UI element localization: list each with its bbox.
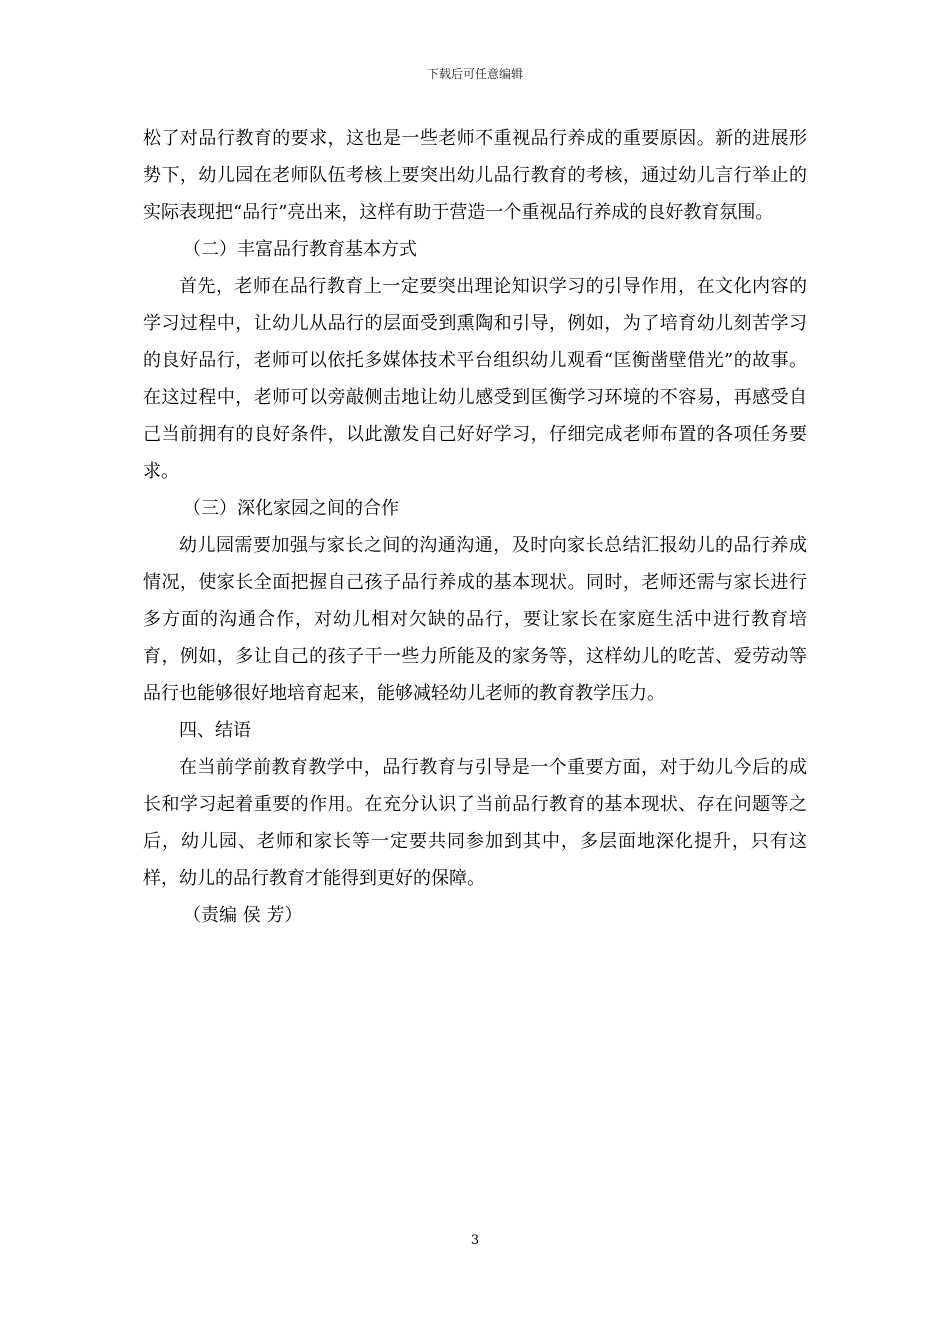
section-heading-4: 四、结语 <box>179 720 251 741</box>
section-heading-2: （二）丰富品行教育基本方式 <box>183 239 417 260</box>
paragraph-home-school-cooperation: 幼儿园需要加强与家长之间的沟通沟通，及时向家长总结汇报幼儿的品行养成情况，使家长全面把握自己孩子品行养成的基本现状。同时，老师还需与家长进行多方面的沟通合作，对幼儿相对欠缺的品行，要让家长在家庭生活中进行教育培育，例如，多让自己的孩子干一些力所能及的家务等，这样幼儿的吃苦、爱劳动等品行也能够很好地培育起来，能够减轻幼儿老师的教育教学压力。 <box>143 535 807 704</box>
paragraph-continuation: 松了对品行教育的要求，这也是一些老师不重视品行养成的重要原因。新的进展形势下，幼儿园在老师队伍考核上要突出幼儿品行教育的考核，通过幼儿言行举止的实际表现把“品行”亮出来，这样有助于营造一个重视品行养成的良好教育氛围。 <box>143 128 807 223</box>
page-header: 下载后可任意编辑 <box>426 67 523 81</box>
section-heading-3: （三）深化家园之间的合作 <box>183 498 399 519</box>
editor-credit: （责编 侯 芳） <box>183 905 303 926</box>
paragraph-teaching-methods: 首先，老师在品行教育上一定要突出理论知识学习的引导作用，在文化内容的学习过程中，让幼儿从品行的层面受到熏陶和引导，例如，为了培育幼儿刻苦学习的良好品行，老师可以依托多媒体技术平台组织幼儿观看“匡衡凿壁借光”的故事。在这过程中，老师可以旁敲侧击地让幼儿感受到匡衡学习环境的不容易，再感受自己当前拥有的良好条件，以此激发自己好好学习，仔细完成老师布置的各项任务要求。 <box>143 276 807 482</box>
document-body <box>143 120 807 934</box>
page-number: 3 <box>470 1233 480 1248</box>
paragraph-conclusion: 在当前学前教育教学中，品行教育与引导是一个重要方面，对于幼儿今后的成长和学习起着重要的作用。在充分认识了当前品行教育的基本现状、存在问题等之后，幼儿园、老师和家长等一定要共同参加到其中，多层面地深化提升，只有这样，幼儿的品行教育才能得到更好的保障。 <box>143 757 807 889</box>
